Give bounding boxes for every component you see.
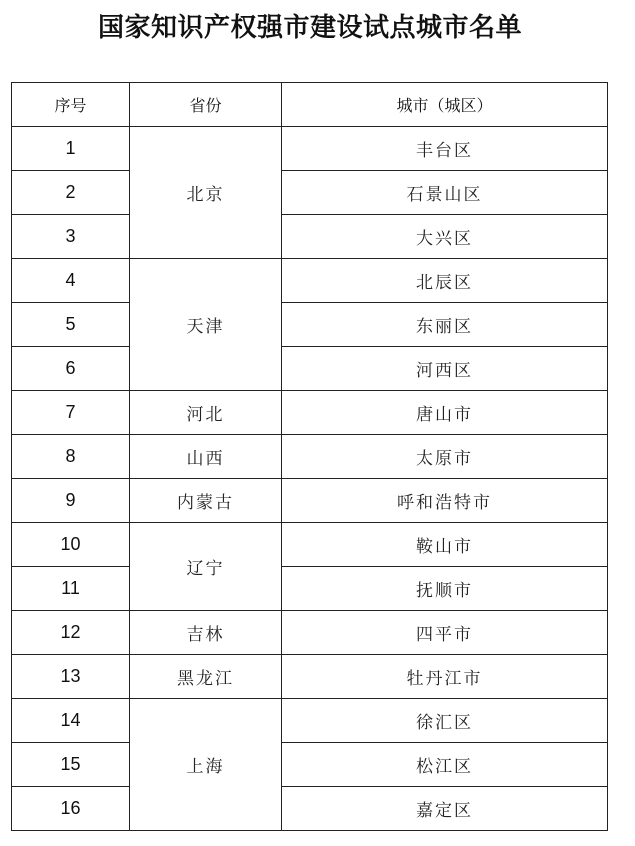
province-cell: 河北 — [130, 391, 282, 435]
row-index: 16 — [12, 787, 130, 831]
table-row — [12, 171, 608, 215]
row-index: 7 — [12, 391, 130, 435]
province-cell: 内蒙古 — [130, 479, 282, 523]
pilot-city-table — [11, 82, 608, 831]
city-cell: 石景山区 — [282, 171, 608, 215]
document-title: 国家知识产权强市建设试点城市名单 — [97, 13, 522, 43]
province-cell: 天津 — [130, 259, 282, 391]
city-cell: 丰台区 — [282, 127, 608, 171]
table-header-row — [12, 83, 608, 127]
city-cell: 抚顺市 — [282, 567, 608, 611]
city-cell: 呼和浩特市 — [282, 479, 608, 523]
header-index: 序号 — [12, 83, 130, 127]
city-cell: 牡丹江市 — [282, 655, 608, 699]
row-index: 11 — [12, 567, 130, 611]
table-row — [12, 611, 608, 655]
table-row — [12, 127, 608, 171]
table-row — [12, 699, 608, 743]
city-cell: 东丽区 — [282, 303, 608, 347]
row-index: 4 — [12, 259, 130, 303]
row-index: 3 — [12, 215, 130, 259]
row-index: 9 — [12, 479, 130, 523]
header-city: 城市（城区） — [282, 83, 608, 127]
row-index: 13 — [12, 655, 130, 699]
row-index: 10 — [12, 523, 130, 567]
row-index: 5 — [12, 303, 130, 347]
table-row — [12, 347, 608, 391]
city-cell: 大兴区 — [282, 215, 608, 259]
city-cell: 四平市 — [282, 611, 608, 655]
table-row — [12, 215, 608, 259]
table-row — [12, 259, 608, 303]
province-cell: 辽宁 — [130, 523, 282, 611]
table-row — [12, 567, 608, 611]
table-row — [12, 303, 608, 347]
table-row — [12, 655, 608, 699]
province-cell: 吉林 — [130, 611, 282, 655]
province-cell: 北京 — [130, 127, 282, 259]
city-cell: 北辰区 — [282, 259, 608, 303]
table-row — [12, 787, 608, 831]
city-cell: 徐汇区 — [282, 699, 608, 743]
city-cell: 鞍山市 — [282, 523, 608, 567]
row-index: 15 — [12, 743, 130, 787]
province-cell: 山西 — [130, 435, 282, 479]
header-province: 省份 — [130, 83, 282, 127]
row-index: 12 — [12, 611, 130, 655]
table-row — [12, 479, 608, 523]
row-index: 6 — [12, 347, 130, 391]
table-row — [12, 743, 608, 787]
city-cell: 太原市 — [282, 435, 608, 479]
row-index: 14 — [12, 699, 130, 743]
province-cell: 上海 — [130, 699, 282, 831]
province-cell: 黑龙江 — [130, 655, 282, 699]
city-cell: 嘉定区 — [282, 787, 608, 831]
table-row — [12, 391, 608, 435]
city-cell: 唐山市 — [282, 391, 608, 435]
row-index: 2 — [12, 171, 130, 215]
city-cell: 松江区 — [282, 743, 608, 787]
table-row — [12, 523, 608, 567]
row-index: 8 — [12, 435, 130, 479]
table-row — [12, 435, 608, 479]
row-index: 1 — [12, 127, 130, 171]
city-cell: 河西区 — [282, 347, 608, 391]
